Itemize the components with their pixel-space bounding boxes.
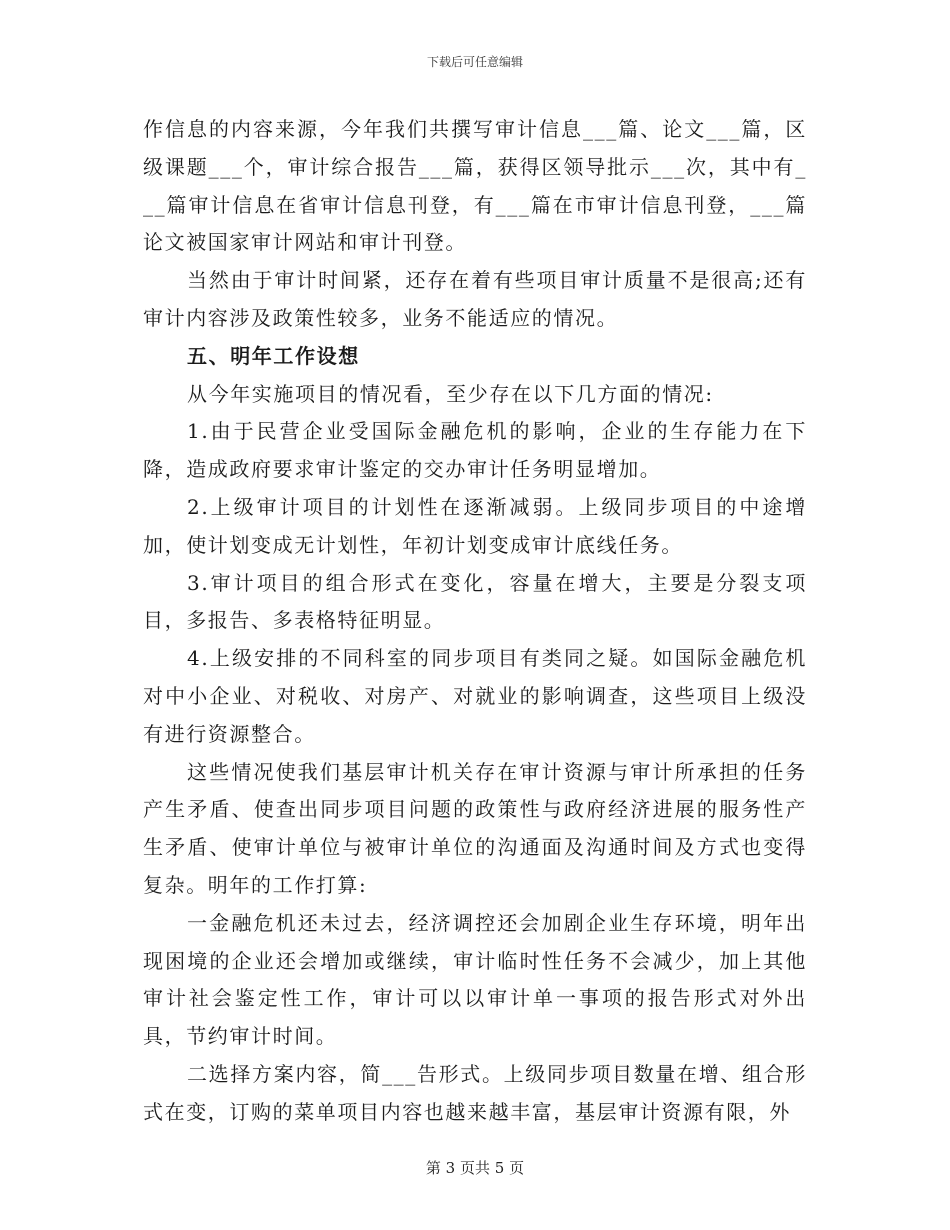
page-footer: 第 3 页共 5 页 [425,1159,525,1177]
document-body [143,111,807,1132]
list-item: 1.由于民营企业受国际金融危机的影响，企业的生存能力在下降，造成政府要求审计鉴定的交办审计任务明显增加。 [143,419,807,482]
paragraph: 一金融危机还未过去，经济调控还会加剧企业生存环境，明年出现困境的企业还会增加或继续，审计临时性任务不会减少，加上其他审计社会鉴定性工作，审计可以以审计单一事项的报告形式对外出具，节约审计时间。 [143,910,807,1049]
paragraph: 这些情况使我们基层审计机关存在审计资源与审计所承担的任务产生矛盾、使查出同步项目问题的政策性与政府经济进展的服务性产生矛盾、使审计单位与被审计单位的沟通面及沟通时间及方式也变得复杂。明年的工作打算: [143,759,807,897]
paragraph: 从今年实施项目的情况看，至少存在以下几方面的情况: [187,381,714,406]
page-header: 下载后可任意编辑 [426,55,523,69]
paragraph: 作信息的内容来源，今年我们共撰写审计信息___篇、论文___篇，区级课题___个，审计综合报告___篇，获得区领导批示___次，其中有___篇审计信息在省审计信息刊登，有___篇在市审计信息刊登，___篇论文被国家审计网站和审计刊登。 [143,117,807,255]
list-item: 3.审计项目的组合形式在变化，容量在增大，主要是分裂支项目，多报告、多表格特征明显。 [143,570,807,633]
paragraph: 当然由于审计时间紧，还存在着有些项目审计质量不是很高;还有审计内容涉及政策性较多，业务不能适应的情况。 [143,268,807,330]
list-item: 2.上级审计项目的计划性在逐渐减弱。上级同步项目的中途增加，使计划变成无计划性，年初计划变成审计底线任务。 [143,494,807,557]
list-item: 4.上级安排的不同科室的同步项目有类同之疑。如国际金融危机对中小企业、对税收、对房产、对就业的影响调查，这些项目上级没有进行资源整合。 [143,646,807,746]
section-heading: 五、明年工作设想 [187,343,360,368]
paragraph: 二选择方案内容，简___告形式。上级同步项目数量在增、组合形式在变，订购的菜单项目内容也越来越丰富，基层审计资源有限，外 [143,1061,807,1124]
